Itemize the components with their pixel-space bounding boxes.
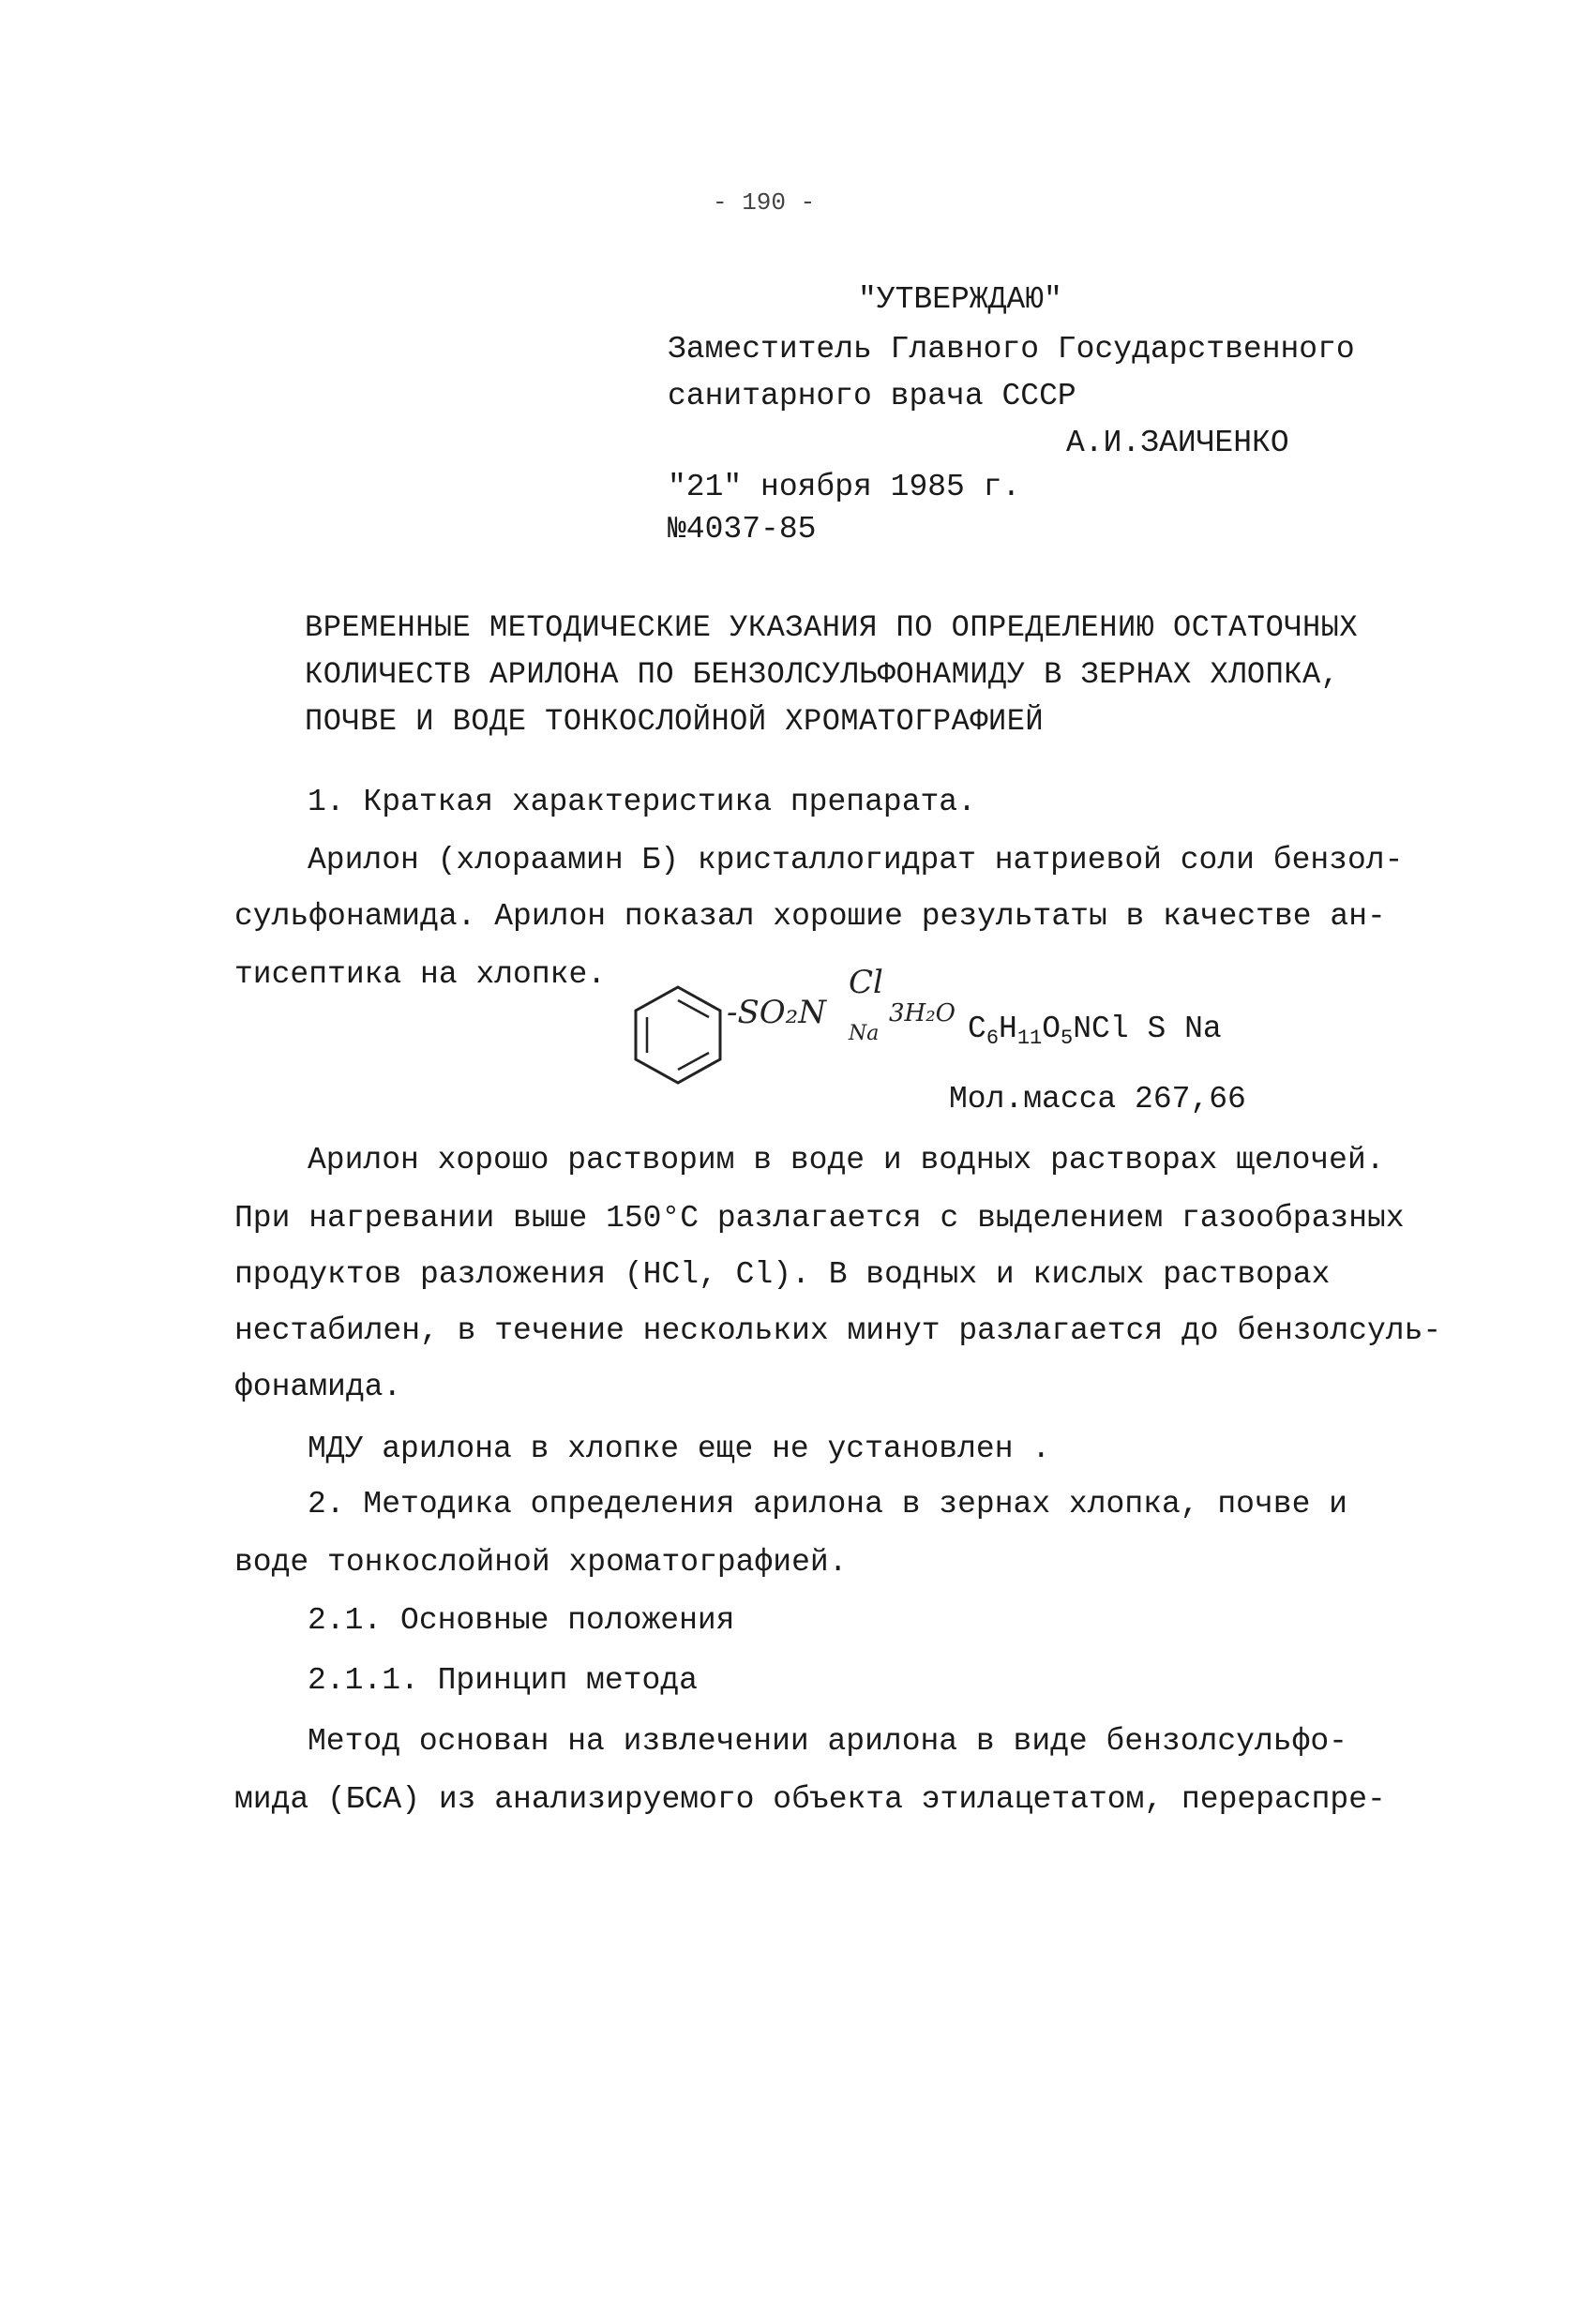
formula-sodium: Na <box>849 1022 880 1045</box>
benzene-ring-icon <box>626 980 730 1092</box>
molecular-formula: $C_6H_{11}O_5NCl$ S Na <box>968 1012 1222 1050</box>
paragraph-line: Арилон хорошо растворим в воде и водных растворах щелочей. <box>308 1143 1385 1177</box>
approval-heading: "УТВЕРЖДАЮ" <box>858 282 1062 317</box>
mdu-statement: МДУ арилона в хлопке еще не установлен . <box>308 1432 1051 1466</box>
approval-position-line1: Заместитель Главного Государственного <box>668 332 1355 367</box>
approval-date: "21" ноября 1985 г. <box>668 470 1021 504</box>
paragraph-line: мида (БСА) из анализируемого объекта этилацетатом, перераспре- <box>234 1782 1386 1817</box>
paragraph-line: Метод основан на извлечении арилона в виде бензолсульфо- <box>308 1724 1347 1759</box>
formula-sulfonyl-group: -SO₂N <box>727 994 827 1031</box>
molecular-mass: Мол.масса 267,66 <box>949 1082 1246 1117</box>
document-title-line3: ПОЧВЕ И ВОДЕ ТОНКОСЛОЙНОЙ ХРОМАТОГРАФИЕЙ <box>305 704 1045 739</box>
section2-heading-line1: 2. Методика определения арилона в зернах хлопка, почве и <box>308 1487 1347 1522</box>
paragraph-line: продуктов разложения (HCl, Cl). В водных и кислых растворах <box>234 1257 1331 1292</box>
formula-water: 3H₂O <box>889 999 955 1027</box>
paragraph-line: нестабилен, в течение нескольких минут разлагается до бензолсуль- <box>234 1313 1442 1348</box>
approval-position-line2: санитарного врача СССР <box>668 379 1076 413</box>
paragraph-line: тисептика на хлопке. <box>234 957 607 992</box>
document-title-line1: ВРЕМЕННЫЕ МЕТОДИЧЕСКИЕ УКАЗАНИЯ ПО ОПРЕДЕЛЕНИЮ ОСТАТОЧНЫХ <box>305 610 1359 645</box>
paragraph-line: фонамида. <box>234 1370 402 1404</box>
paragraph-line: сульфонамида. Арилон показал хорошие результаты в качестве ан- <box>234 899 1386 934</box>
formula-chlorine: Cl <box>849 964 883 1001</box>
subsection-heading: 2.1. Основные положения <box>308 1603 735 1638</box>
paragraph-line: При нагревании выше 150°С разлагается с выделением газообразных <box>234 1201 1405 1236</box>
paragraph-line: Арилон (хлораамин Б) кристаллогидрат натриевой соли бензол- <box>308 843 1404 877</box>
section1-heading: 1. Краткая характеристика препарата. <box>308 785 976 819</box>
document-title-line2: КОЛИЧЕСТВ АРИЛОНА ПО БЕНЗОЛСУЛЬФОНАМИДУ В ЗЕРНАХ ХЛОПКА, <box>305 657 1340 692</box>
section2-heading-line2: воде тонкослойной хроматографией. <box>234 1545 848 1580</box>
approval-name: А.И.ЗАИЧЕНКО <box>1066 426 1289 460</box>
page-number: - 190 - <box>713 188 816 217</box>
approval-number: №4037-85 <box>668 512 817 547</box>
subsection-heading: 2.1.1. Принцип метода <box>308 1663 698 1698</box>
